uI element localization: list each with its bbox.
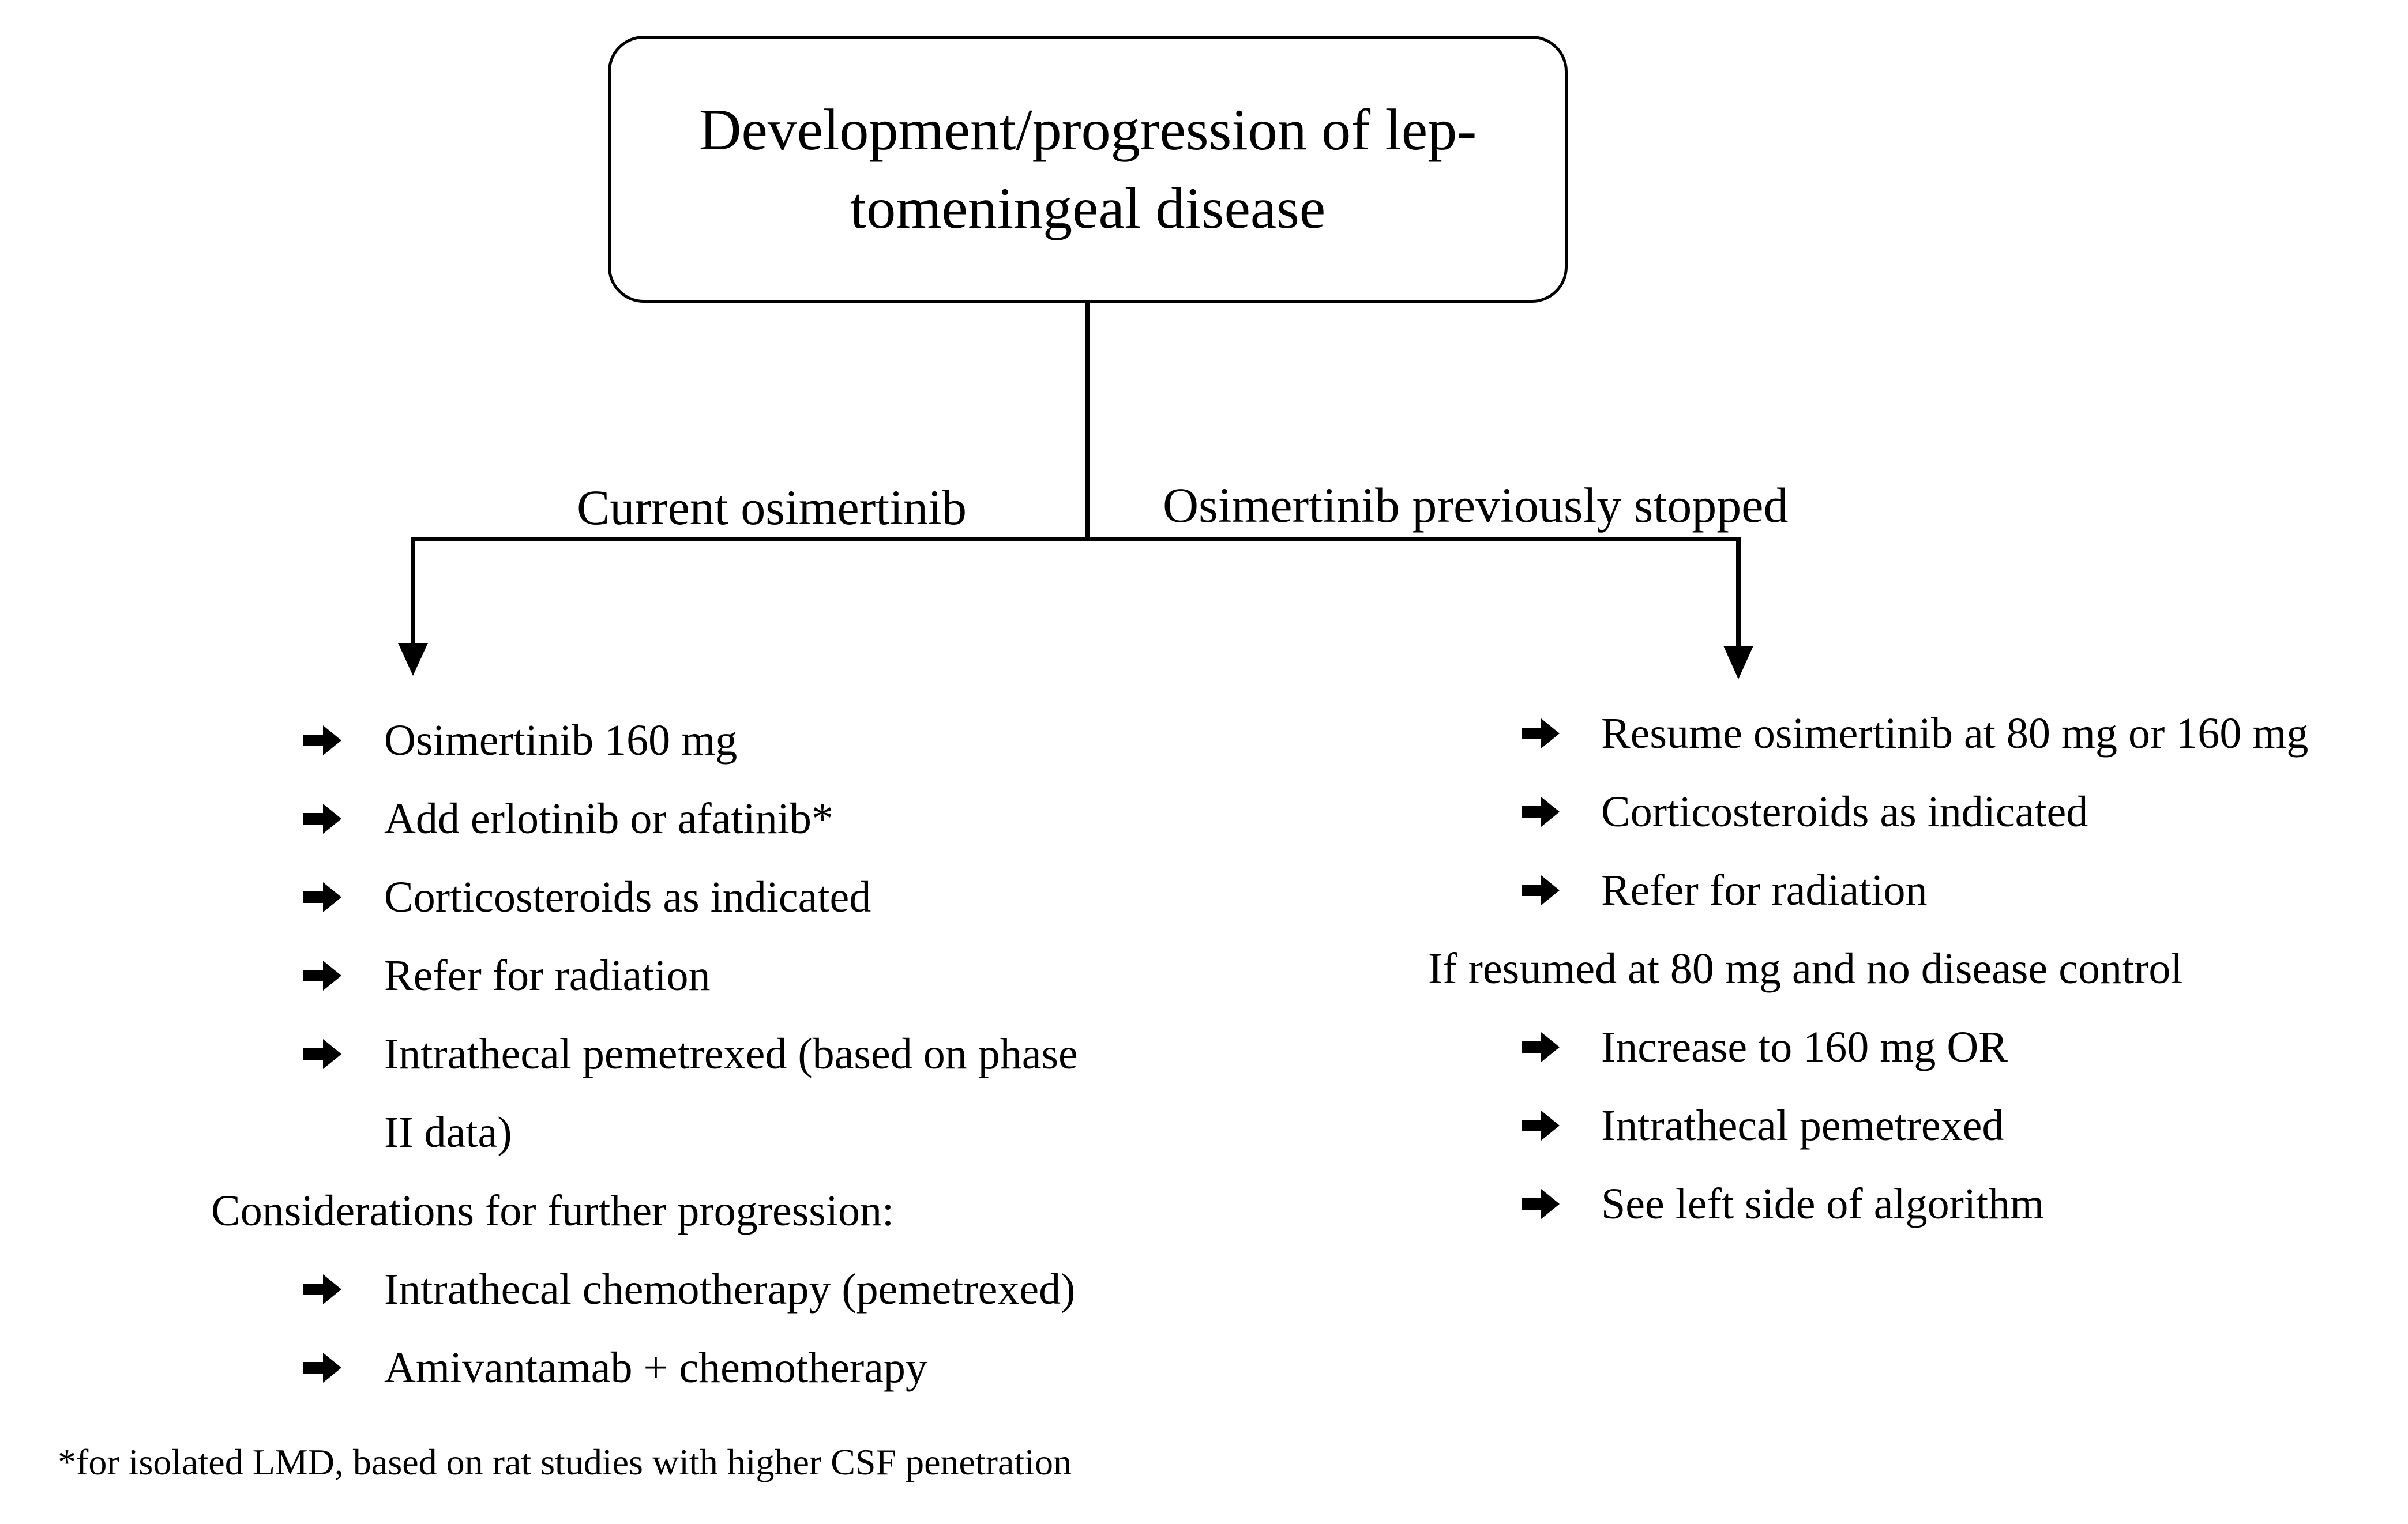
right-subheading: If resumed at 80 mg and no disease control <box>1428 944 2183 993</box>
left-list-item <box>300 712 737 769</box>
title-line-1: Development/progression of lep- <box>698 97 1477 163</box>
further-list-item <box>300 1339 927 1397</box>
left-list-item <box>300 1025 1078 1083</box>
right-sub-list-item <box>1518 1018 2008 1076</box>
right-sub-list-item-text: Increase to 160 mg OR <box>1601 1023 2008 1071</box>
right-arrow-icon <box>1518 1181 1564 1227</box>
right-sub-list-item-text: Intrathecal pemetrexed <box>1601 1101 2004 1150</box>
right-list-item-text: Corticosteroids as indicated <box>1601 788 2088 836</box>
left-branch-arrowhead <box>398 643 428 676</box>
left-list-item <box>300 868 871 926</box>
left-list-item <box>300 947 711 1004</box>
right-list-item <box>1518 705 2308 762</box>
right-list-item-text: Refer for radiation <box>1601 866 1928 915</box>
left-branch-label: Current osimertinib <box>577 480 967 535</box>
right-arrow-icon <box>1518 867 1564 913</box>
right-list-item <box>1518 783 2088 841</box>
further-progression-heading: Considerations for further progression: <box>211 1187 895 1235</box>
right-arrow-icon <box>300 1266 346 1312</box>
right-arrow-icon <box>300 953 346 999</box>
left-list-item-text: Osimertinib 160 mg <box>384 716 738 765</box>
right-arrow-icon <box>300 1345 346 1391</box>
right-branch-arrowhead <box>1723 646 1753 679</box>
right-list-item <box>1518 861 1928 919</box>
left-list-item-continuation: II data) <box>384 1108 512 1157</box>
right-arrow-icon <box>300 874 346 920</box>
left-list-item-text: Intrathecal pemetrexed (based on phase <box>384 1030 1078 1078</box>
right-arrow-icon <box>300 1031 346 1077</box>
right-arrow-icon <box>300 717 346 763</box>
further-list-item <box>300 1260 1075 1318</box>
left-list-item-text: Refer for radiation <box>384 951 711 1000</box>
right-arrow-icon <box>1518 789 1564 835</box>
right-arrow-icon <box>1518 1024 1564 1070</box>
further-list-item-text: Amivantamab + chemotherapy <box>384 1344 927 1392</box>
left-list-item-text: Add erlotinib or afatinib* <box>384 795 833 843</box>
left-list-item-text: Corticosteroids as indicated <box>384 873 871 921</box>
footnote: *for isolated LMD, based on rat studies with higher CSF penetration <box>58 1442 1072 1482</box>
left-list-item <box>300 790 833 848</box>
right-branch-label: Osimertinib previously stopped <box>1163 477 1789 533</box>
right-arrow-icon <box>300 796 346 842</box>
title-line-2: tomeningeal disease <box>850 175 1326 241</box>
right-sub-list-item-text: See left side of algorithm <box>1601 1180 2045 1228</box>
right-list-item-text: Resume osimertinib at 80 mg or 160 mg <box>1601 709 2309 758</box>
right-arrow-icon <box>1518 1102 1564 1149</box>
right-sub-list-item <box>1518 1097 2004 1154</box>
further-list-item-text: Intrathecal chemotherapy (pemetrexed) <box>384 1265 1076 1314</box>
right-sub-list-item <box>1518 1175 2044 1233</box>
right-arrow-icon <box>1518 710 1564 757</box>
